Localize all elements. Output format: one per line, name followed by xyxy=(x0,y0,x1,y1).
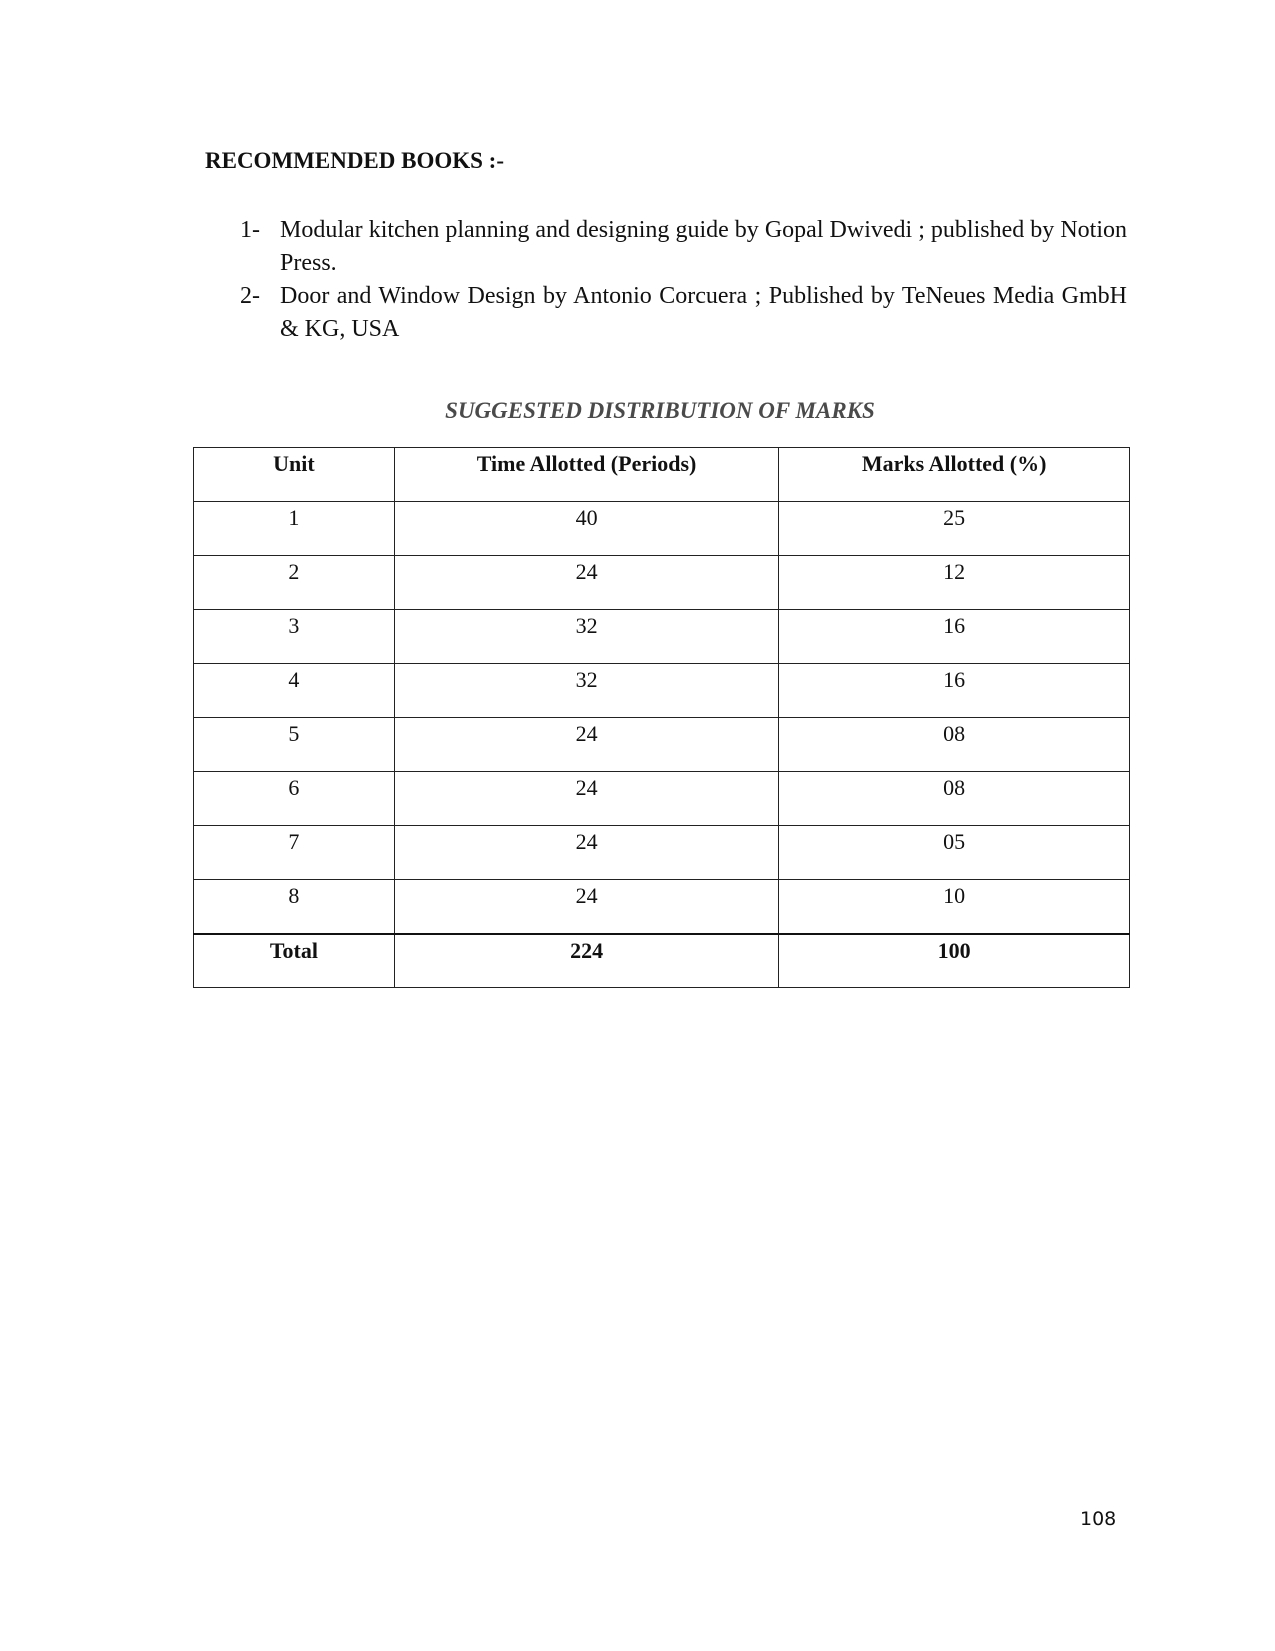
cell-total-label: Total xyxy=(194,934,395,988)
cell-marks: 16 xyxy=(779,610,1130,664)
book-item-number: 1- xyxy=(240,217,260,243)
cell-time: 24 xyxy=(394,718,779,772)
table-total-row xyxy=(194,934,1130,988)
cell-unit: 6 xyxy=(194,772,395,826)
recommended-books-list xyxy=(240,214,1127,346)
table-row xyxy=(194,880,1130,934)
recommended-books-heading: RECOMMENDED BOOKS :- xyxy=(205,148,504,173)
cell-time: 32 xyxy=(394,664,779,718)
table-row xyxy=(194,718,1130,772)
header-time-allotted: Time Allotted (Periods) xyxy=(394,448,779,502)
table-row xyxy=(194,772,1130,826)
cell-total-time: 224 xyxy=(394,934,779,988)
cell-unit: 8 xyxy=(194,880,395,934)
cell-time: 40 xyxy=(394,502,779,556)
cell-time: 24 xyxy=(394,826,779,880)
cell-time: 24 xyxy=(394,772,779,826)
cell-unit: 5 xyxy=(194,718,395,772)
cell-marks: 05 xyxy=(779,826,1130,880)
header-unit: Unit xyxy=(194,448,395,502)
cell-unit: 7 xyxy=(194,826,395,880)
cell-marks: 25 xyxy=(779,502,1130,556)
cell-marks: 08 xyxy=(779,718,1130,772)
cell-marks: 10 xyxy=(779,880,1130,934)
table-row xyxy=(194,826,1130,880)
table-row xyxy=(194,556,1130,610)
book-item-text: Door and Window Design by Antonio Corcuera ; Published by TeNeues Media GmbH & KG, USA xyxy=(280,283,1127,342)
marks-distribution-table xyxy=(193,447,1130,988)
cell-marks: 16 xyxy=(779,664,1130,718)
book-item-1 xyxy=(240,214,1127,280)
cell-unit: 3 xyxy=(194,610,395,664)
cell-unit: 4 xyxy=(194,664,395,718)
table-row xyxy=(194,664,1130,718)
marks-table-caption: SUGGESTED DISTRIBUTION OF MARKS xyxy=(445,398,875,423)
table-header-row xyxy=(194,448,1130,502)
cell-total-marks: 100 xyxy=(779,934,1130,988)
table-row xyxy=(194,502,1130,556)
cell-unit: 1 xyxy=(194,502,395,556)
cell-time: 32 xyxy=(394,610,779,664)
page-number: 108 xyxy=(1080,1508,1117,1530)
table-row xyxy=(194,610,1130,664)
cell-unit: 2 xyxy=(194,556,395,610)
book-item-text: Modular kitchen planning and designing guide by Gopal Dwivedi ; published by Notion Press. xyxy=(280,217,1127,276)
cell-time: 24 xyxy=(394,880,779,934)
cell-time: 24 xyxy=(394,556,779,610)
book-item-2 xyxy=(240,280,1127,346)
cell-marks: 08 xyxy=(779,772,1130,826)
cell-marks: 12 xyxy=(779,556,1130,610)
header-marks-allotted: Marks Allotted (%) xyxy=(779,448,1130,502)
book-item-number: 2- xyxy=(240,283,260,309)
